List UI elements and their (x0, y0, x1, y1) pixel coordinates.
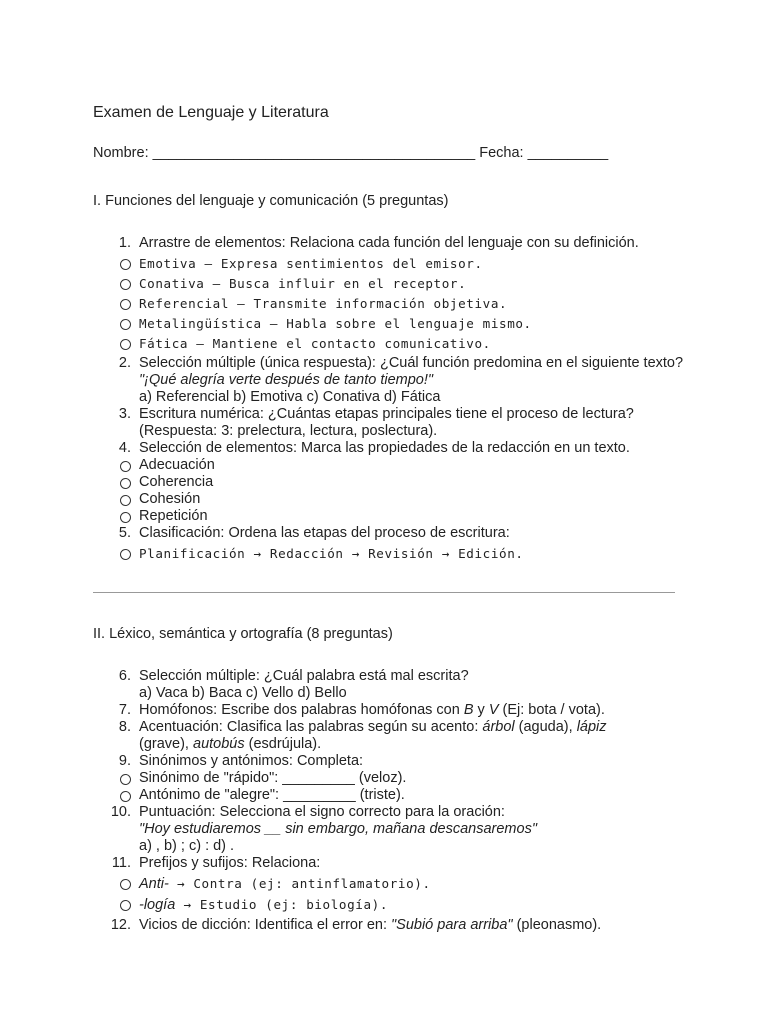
option-item[interactable]: Referencial – Transmite información objetiva. (93, 295, 693, 312)
option-item[interactable]: Fática – Mantiene el contacto comunicativo. (93, 335, 693, 352)
question-text: Selección de elementos: Marca las propiedades de la redacción en un texto. (139, 440, 630, 456)
question-number: 2. (118, 355, 131, 371)
radio-circle-icon[interactable] (120, 259, 131, 270)
radio-circle-icon[interactable] (120, 279, 131, 290)
question-text: Puntuación: Selecciona el signo correcto para la oración: (139, 804, 505, 820)
question-text: Sinónimos y antónimos: Completa: (139, 753, 364, 769)
radio-circle-icon[interactable] (120, 512, 131, 523)
radio-circle-icon[interactable] (120, 495, 131, 506)
radio-circle-icon[interactable] (120, 549, 131, 560)
option-item[interactable]: Coherencia (93, 474, 693, 491)
question-number: 3. (118, 406, 131, 422)
question-number: 6. (118, 668, 131, 684)
question-number: 1. (118, 235, 131, 251)
question-quote: "Hoy estudiaremos __ sin embargo, mañana descansaremos" (139, 821, 537, 837)
question-text: Selección múltiple: ¿Cuál palabra está mal escrita? (139, 668, 469, 684)
question-9 (93, 753, 693, 770)
question-number: 9. (118, 753, 131, 769)
option-item[interactable]: Emotiva – Expresa sentimientos del emisor. (93, 255, 693, 272)
question-1 (93, 235, 693, 252)
question-number: 4. (118, 440, 131, 456)
question-number: 11. (111, 855, 131, 871)
question-text: Escritura numérica: ¿Cuántas etapas principales tiene el proceso de lectura? (Respuesta: 3: prelectura, lectura, poslectura). (139, 406, 634, 439)
section-divider (93, 592, 675, 593)
question-quote: "¡Qué alegría verte después de tanto tiempo!" (139, 372, 434, 388)
question-number: 12. (110, 917, 131, 933)
radio-circle-icon[interactable] (120, 900, 131, 911)
name-date-line: Nombre: ________________________________________ Fecha: __________ (93, 145, 609, 161)
section-1-heading: I. Funciones del lenguaje y comunicación (5 preguntas) (93, 193, 449, 209)
option-item[interactable]: Repetición (93, 508, 693, 525)
radio-circle-icon[interactable] (120, 478, 131, 489)
radio-circle-icon[interactable] (120, 299, 131, 310)
question-answers: a) Referencial b) Emotiva c) Conativa d) Fática (139, 389, 441, 405)
section-2-heading: II. Léxico, semántica y ortografía (8 preguntas) (93, 626, 393, 642)
question-10 (93, 804, 693, 855)
option-item[interactable]: Metalingüística – Habla sobre el lenguaje mismo. (93, 315, 693, 332)
option-item[interactable]: Adecuación (93, 457, 693, 474)
radio-circle-icon[interactable] (120, 339, 131, 350)
option-item[interactable]: Anti- → Contra (ej: antinflamatorio). (93, 875, 693, 893)
question-number: 7. (118, 702, 131, 718)
option-item[interactable]: Sinónimo de "rápido": _________ (veloz). (93, 770, 693, 787)
question-text: Prefijos y sufijos: Relaciona: (139, 855, 321, 871)
question-text: Arrastre de elementos: Relaciona cada función del lenguaje con su definición. (139, 235, 639, 251)
section-2-questions (93, 668, 693, 934)
question-answers: a) Vaca b) Baca c) Vello d) Bello (139, 685, 347, 701)
question-12: 12. Vicios de dicción: Identifica el error en: "Subió para arriba" (pleonasmo). (93, 917, 693, 934)
radio-circle-icon[interactable] (120, 319, 131, 330)
radio-circle-icon[interactable] (120, 791, 131, 802)
question-text: Clasificación: Ordena las etapas del proceso de escritura: (139, 525, 510, 541)
radio-circle-icon[interactable] (120, 461, 131, 472)
question-3 (93, 406, 693, 440)
question-5 (93, 525, 693, 542)
question-11 (93, 855, 693, 872)
question-number: 8. (118, 719, 131, 735)
page-title: Examen de Lenguaje y Literatura (93, 104, 329, 121)
question-answers: a) , b) ; c) : d) . (139, 838, 235, 854)
question-text: Selección múltiple (única respuesta): ¿Cuál función predomina en el siguiente texto? (139, 355, 684, 371)
question-7: 7. Homófonos: Escribe dos palabras homófonas con B y V (Ej: bota / vota). (93, 702, 693, 719)
option-item[interactable]: -logía → Estudio (ej: biología). (93, 896, 693, 914)
option-item[interactable]: Conativa – Busca influir en el receptor. (93, 275, 693, 292)
section-1-questions (93, 235, 693, 562)
radio-circle-icon[interactable] (120, 879, 131, 890)
question-6 (93, 668, 693, 702)
option-item[interactable]: Planificación → Redacción → Revisión → Edición. (93, 545, 693, 562)
question-number: 5. (118, 525, 131, 541)
question-4 (93, 440, 693, 457)
question-8: 8. Acentuación: Clasifica las palabras según su acento: árbol (aguda), lápiz (grave), autobús (esdrújula). (93, 719, 693, 753)
question-2 (93, 355, 693, 406)
option-item[interactable]: Cohesión (93, 491, 693, 508)
radio-circle-icon[interactable] (120, 774, 131, 785)
question-number: 10. (110, 804, 131, 820)
option-item[interactable]: Antónimo de "alegre": _________ (triste). (93, 787, 693, 804)
